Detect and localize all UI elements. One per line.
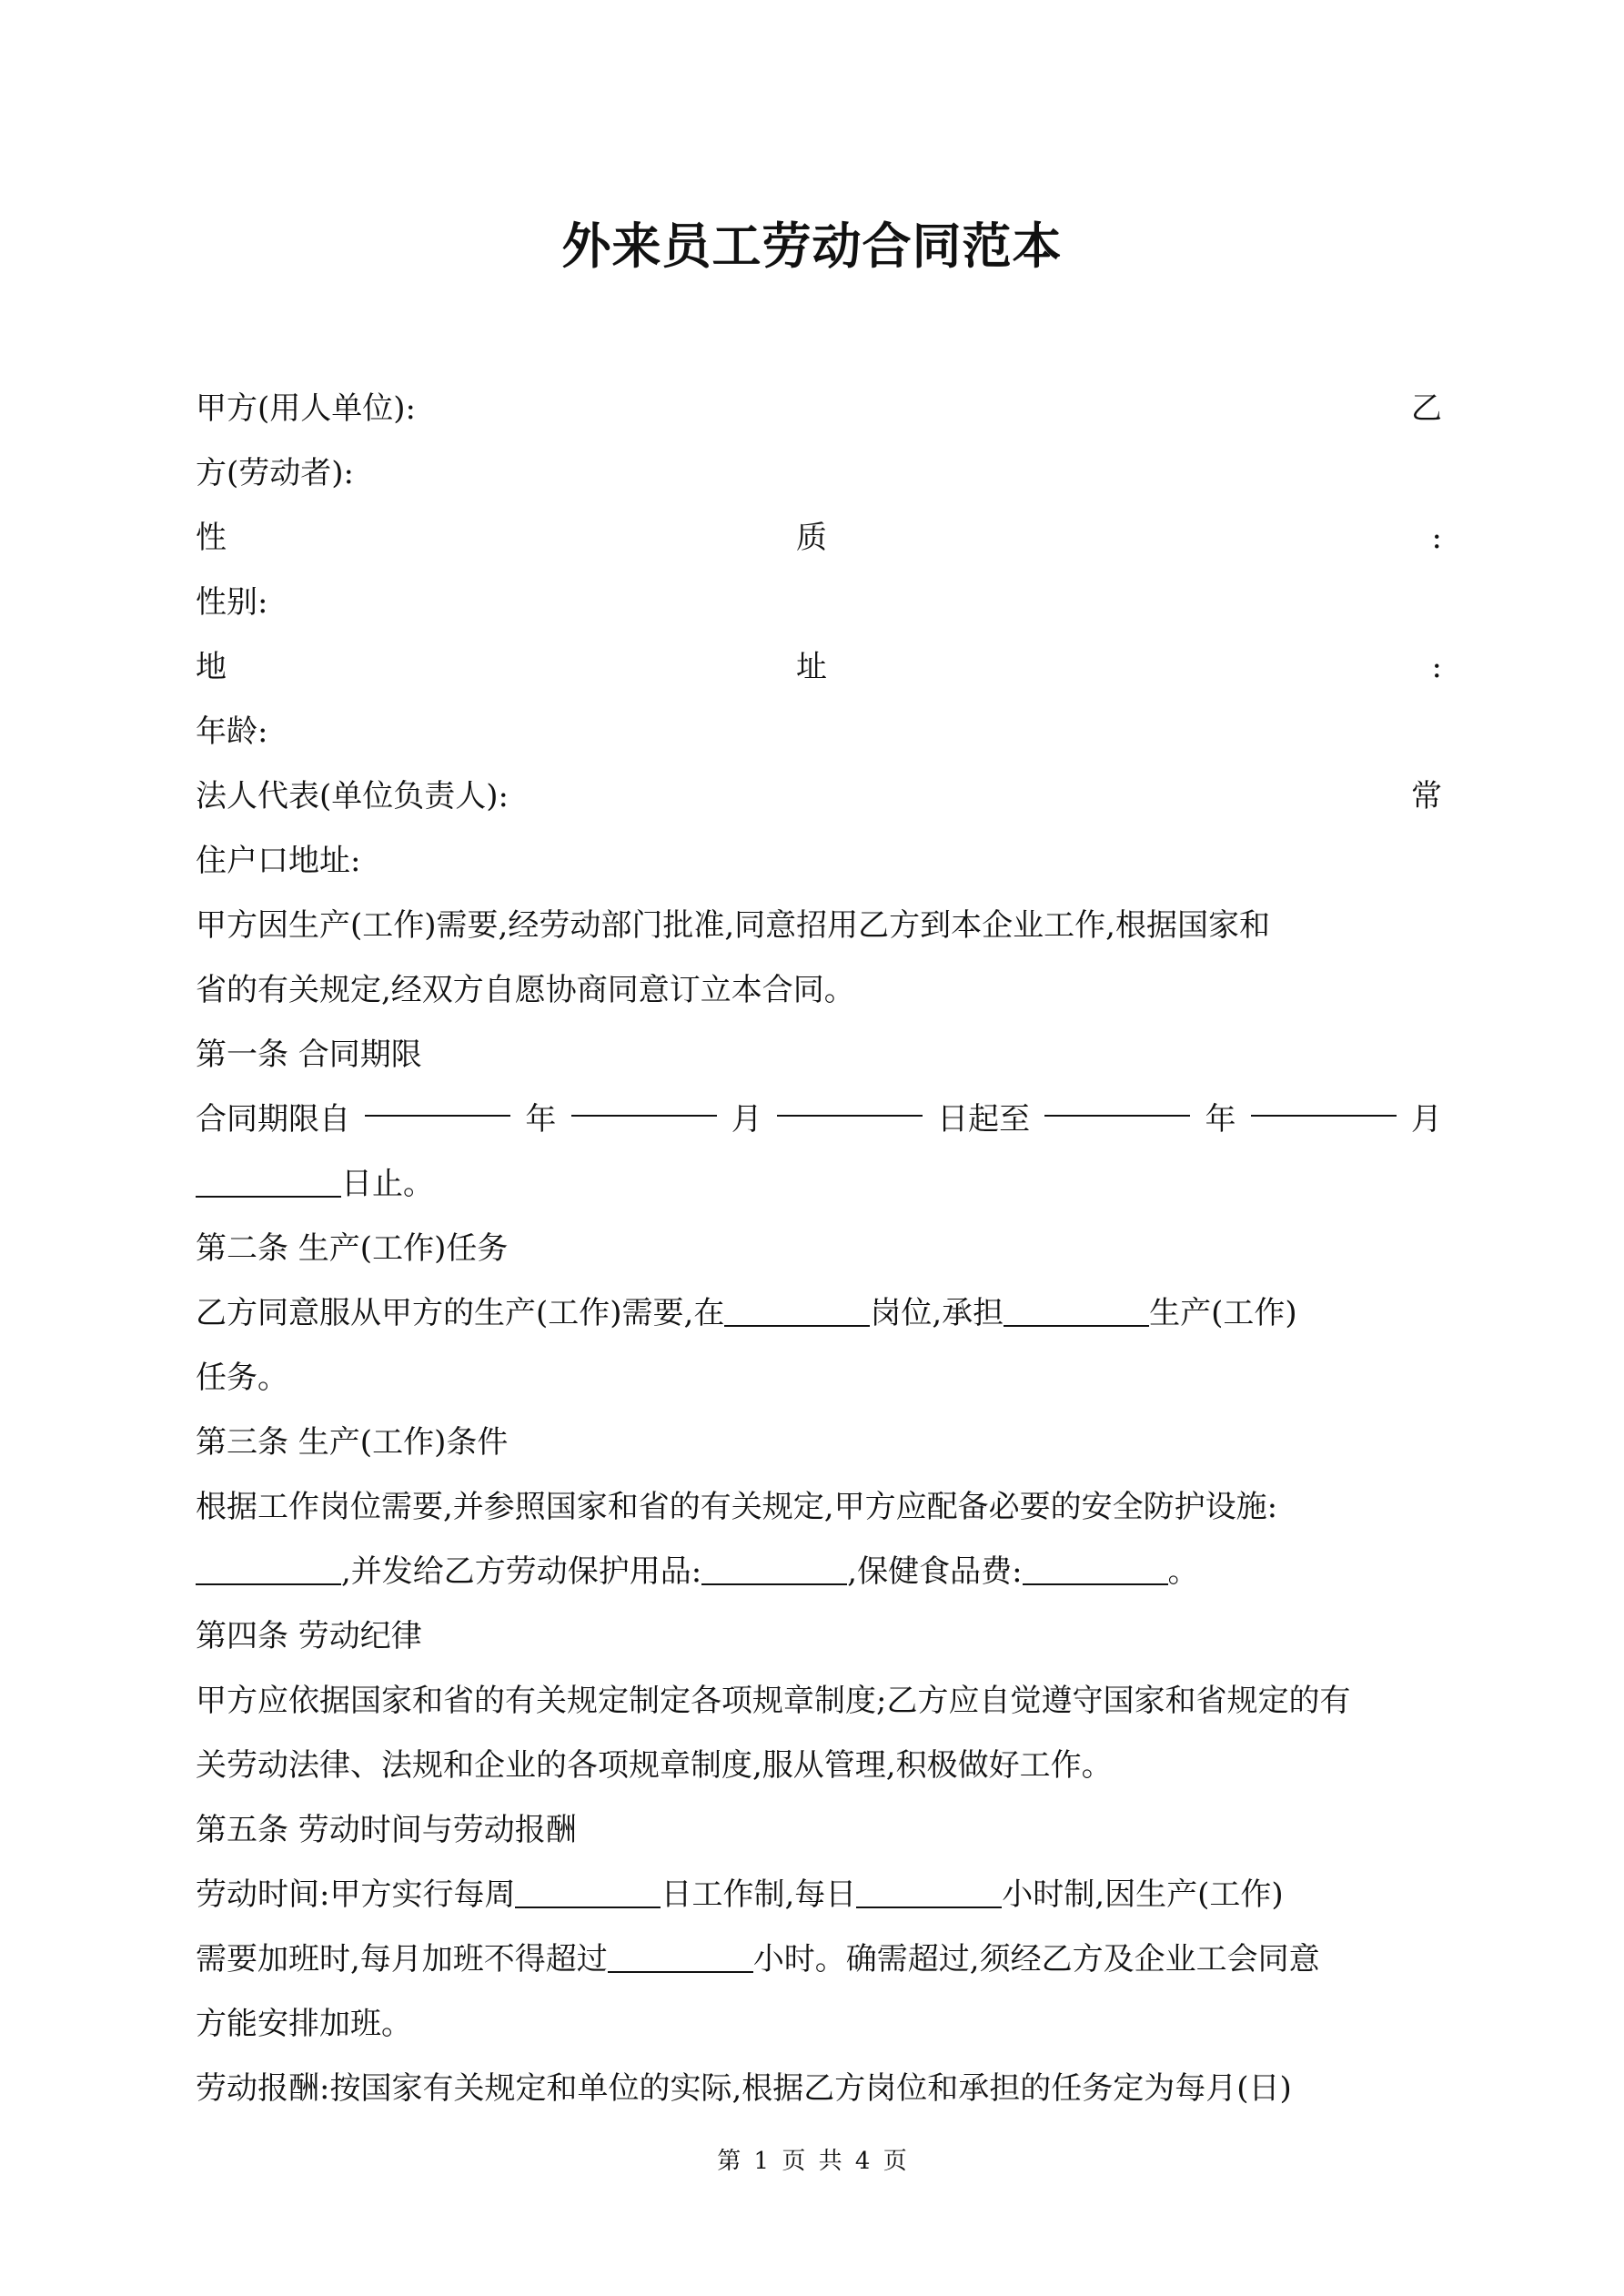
article-3-text-c: 。 xyxy=(1167,1553,1199,1590)
article-3-text-b: ,保健食品费: xyxy=(847,1553,1023,1590)
article-2-heading: 第二条 生产(工作)任务 xyxy=(196,1230,509,1267)
term-end-month-label: 月 xyxy=(1410,1101,1442,1138)
term-end-label: 日止。 xyxy=(341,1166,434,1202)
daily-hours-blank xyxy=(856,1879,1002,1908)
article-5-heading: 第五条 劳动时间与劳动报酬 xyxy=(196,1812,577,1848)
legal-rep-line xyxy=(196,764,1442,829)
article-4-line-2: 关劳动法律、法规和企业的各项规章制度,服从管理,积极做好工作。 xyxy=(196,1747,1113,1784)
article-5-overtime-line xyxy=(196,1927,1442,1992)
party-b-line xyxy=(196,441,1442,506)
intro-line-1: 甲方因生产(工作)需要,经劳动部门批准,同意招用乙方到本企业工作,根据国家和 xyxy=(196,907,1270,944)
intro-line-2: 省的有关规定,经双方自愿协商同意订立本合同。 xyxy=(196,972,855,1008)
party-b-label-rest: 方(劳动者): xyxy=(196,455,354,491)
term-to-label: 日起至 xyxy=(937,1101,1031,1138)
protective-gear-blank xyxy=(701,1556,847,1585)
document-title: 外来员工劳动合同范本 xyxy=(561,217,1063,275)
start-year-blank xyxy=(365,1087,510,1117)
age-line xyxy=(196,700,1442,764)
document-body xyxy=(196,377,1442,2121)
address-line xyxy=(196,635,1442,700)
article-5-pay-line: 劳动报酬:按国家有关规定和单位的实际,根据乙方岗位和承担的任务定为每月(日) xyxy=(196,2070,1292,2107)
health-food-fee-blank xyxy=(1023,1556,1168,1585)
position-blank xyxy=(724,1298,870,1327)
term-from-label: 合同期限自 xyxy=(196,1101,350,1138)
party-b-label-start: 乙 xyxy=(1411,390,1442,427)
article-3-text-a: ,并发给乙方劳动保护用品: xyxy=(341,1553,702,1590)
safety-facility-blank xyxy=(196,1556,341,1585)
article-5-overtime-end: 方能安排加班。 xyxy=(196,2006,412,2042)
hours-text-a: 劳动时间:甲方实行每周 xyxy=(196,1876,516,1913)
article-2-text-a: 乙方同意服从甲方的生产(工作)需要,在 xyxy=(196,1295,725,1331)
hours-text-b: 日工作制,每日 xyxy=(661,1876,857,1913)
age-label: 年龄: xyxy=(196,713,268,750)
overtime-text-a: 需要加班时,每月加班不得超过 xyxy=(196,1941,608,1977)
residence-line xyxy=(196,829,1442,894)
nature-line xyxy=(196,506,1442,571)
gender-label: 性别: xyxy=(196,584,268,621)
residence-label-start: 常 xyxy=(1411,778,1442,814)
term-year-label: 年 xyxy=(525,1101,557,1138)
workdays-blank xyxy=(515,1879,661,1908)
article-1-heading: 第一条 合同期限 xyxy=(196,1037,422,1073)
article-3-line-1: 根据工作岗位需要,并参照国家和省的有关规定,甲方应配备必要的安全防护设施: xyxy=(196,1489,1278,1525)
hours-text-c: 小时制,因生产(工作) xyxy=(1002,1876,1284,1913)
nature-char-2: 质 xyxy=(796,520,827,556)
residence-label-rest: 住户口地址: xyxy=(196,843,361,879)
start-month-blank xyxy=(571,1087,717,1117)
article-1-term-end xyxy=(196,1152,1442,1217)
end-month-blank xyxy=(1251,1087,1397,1117)
article-3-line-2 xyxy=(196,1540,1442,1604)
task-blank xyxy=(1004,1298,1149,1327)
article-3-heading: 第三条 生产(工作)条件 xyxy=(196,1424,509,1461)
page-footer: 第 1 页 共 4 页 xyxy=(717,2148,907,2175)
address-char-1: 地 xyxy=(196,649,227,685)
article-2-text-b: 岗位,承担 xyxy=(870,1295,1004,1331)
party-a-label: 甲方(用人单位): xyxy=(196,390,416,427)
article-4-line-1: 甲方应依据国家和省的有关规定制定各项规章制度;乙方应自觉遵守国家和省规定的有 xyxy=(196,1683,1351,1719)
article-1-term-line xyxy=(196,1087,1442,1152)
end-day-blank xyxy=(196,1168,341,1198)
legal-rep-label: 法人代表(单位负责人): xyxy=(196,778,509,814)
end-year-blank xyxy=(1044,1087,1190,1117)
term-end-year-label: 年 xyxy=(1205,1101,1236,1138)
address-char-2: 址 xyxy=(796,649,827,685)
address-colon: : xyxy=(1431,649,1442,685)
article-2-text-c: 生产(工作) xyxy=(1149,1295,1297,1331)
article-4-heading: 第四条 劳动纪律 xyxy=(196,1618,422,1654)
party-line xyxy=(196,377,1442,441)
start-day-blank xyxy=(777,1087,923,1117)
article-5-hours-line xyxy=(196,1863,1442,1927)
article-2-line-1 xyxy=(196,1281,1442,1346)
gender-line xyxy=(196,571,1442,635)
term-month-label: 月 xyxy=(731,1101,762,1138)
overtime-text-b: 小时。确需超过,须经乙方及企业工会同意 xyxy=(752,1941,1320,1977)
article-2-line-2: 任务。 xyxy=(196,1360,288,1396)
nature-colon: : xyxy=(1431,520,1442,556)
nature-char-1: 性 xyxy=(196,520,227,556)
overtime-hours-blank xyxy=(608,1944,753,1973)
